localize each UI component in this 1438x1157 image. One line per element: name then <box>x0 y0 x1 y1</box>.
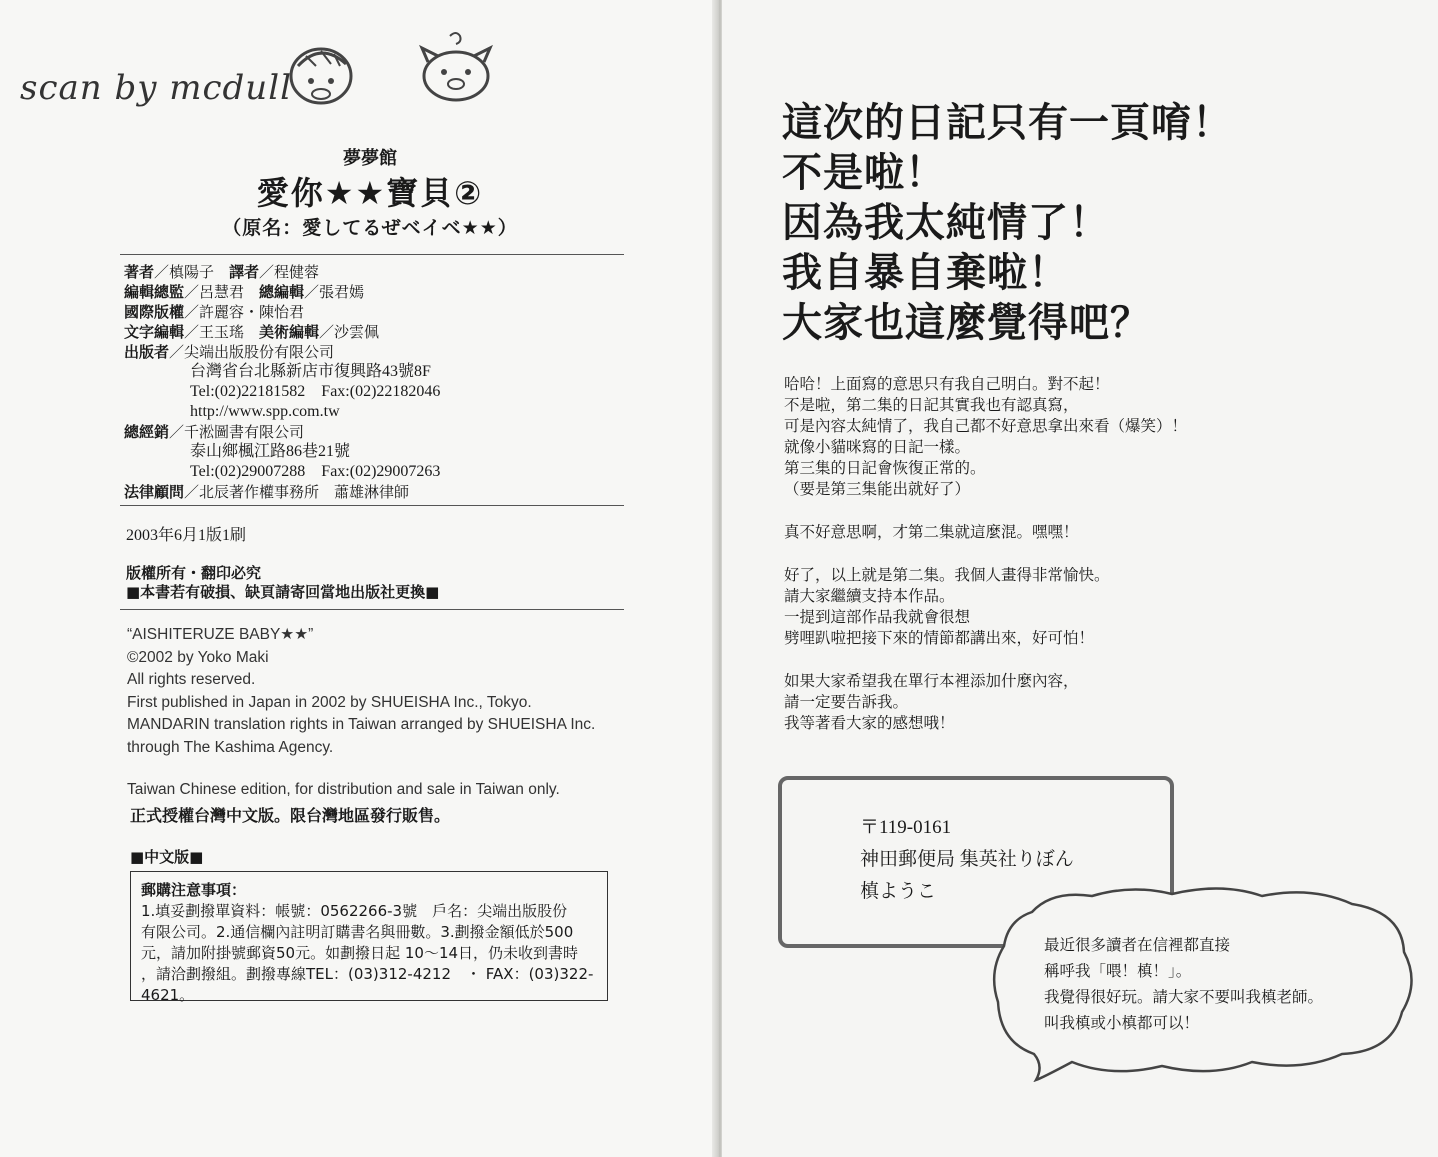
divider <box>120 609 624 610</box>
distributor-phone: Tel:(02)29007288 Fax:(02)29007263 <box>190 463 441 480</box>
rights-notice: 版權所有・翻印必究 <box>126 564 262 582</box>
distributor-address: 泰山鄉楓江路86巷21號 <box>190 443 351 460</box>
bubble-message: 最近很多讀者在信裡都直接 稱呼我「喂！槙！」。 我覺得很好玩。請大家不要叫我槙老師。 叫我槙或小槙都可以！ <box>1044 936 1324 1032</box>
divider <box>120 254 624 255</box>
credit-row: 出版者／尖端出版股份有限公司 <box>124 343 335 361</box>
publisher-address: 台灣省台北縣新店市復興路43號8F <box>190 363 431 380</box>
diary-body: 哈哈！上面寫的意思只有我自己明白。對不起！ 不是啦，第二集的日記其實我也有認真寫， 可是內容太純情了，我自己都不好意思拿出來看（爆笑）！ 就像小貓咪寫的日記一樣。 第三集的日記會恢復正常的。 （要是第三集能出就好了） 真不好意思啊，才第二集就這麼混。嘿嘿！ 好了，以上就是第二集。我個人畫得非常愉快。 請大家繼續支持本作品。 一提到這部作品我就會很想 劈哩趴啦把接下來的情節都講出來，好可怕！ 如果大家希望我在單行本裡添加什麼內容， 請一定要告訴我。 我等著看大家的感想哦！ <box>784 375 1188 732</box>
original-title: （原名：愛してるぜベイベ★★） <box>222 217 518 239</box>
print-date: 2003年6月1版1刷 <box>126 527 247 544</box>
distribution-note: Taiwan Chinese edition, for distribution and sale in Taiwan only. <box>127 781 560 798</box>
book-title: 愛你★★寶貝② <box>256 174 484 212</box>
doodle-face-icon <box>276 36 366 116</box>
mailing-address: 〒119-0161 神田郵便局 集英社りぼん 槙ようこ <box>860 817 1074 902</box>
credit-row: 編輯總監／呂慧君 總編輯／張君嫣 <box>124 283 365 301</box>
edition-label: ■中文版■ <box>130 848 204 866</box>
divider <box>120 505 624 506</box>
scan-credit: scan by mcdull <box>20 68 292 108</box>
mail-order-box: 郵購注意事項： 1.填妥劃撥單資料：帳號：0562266-3號 戶名：尖端出版股份 有限公司。2.通信欄內註明訂購書名與冊數。3.劃撥金額低於500 元，請加附掛號郵資50元。如劃撥日起 10～14日，仍未收到書時 ，請洽劃撥組。劃撥專線TEL：(03)312-4212 ・ FAX：(03)322- 4621。 <box>130 871 608 1001</box>
english-copyright: “AISHITERUZE BABY★★” ©2002 by Yoko Maki All rights reserved. First published in Japan in 2002 by SHUEISHA Inc., Tokyo. MANDARIN translation rights in Taiwan arranged by SHUEISHA Inc. through The Kashima Agency. Taiwan Chinese edition, for distribution and sale in Taiwan only. <box>127 624 647 802</box>
credit-row: 總經銷／千淞圖書有限公司 <box>124 423 305 441</box>
credits-block <box>124 262 624 502</box>
publisher-website: http://www.spp.com.tw <box>190 403 340 420</box>
diary-headline: 這次的日記只有一頁唷！ 不是啦！ 因為我太純情了！ 我自暴自棄啦！ 大家也這麼覺得吧？ <box>782 100 1233 346</box>
credit-row: 著者／槙陽子 譯者／程健蓉 <box>124 263 320 281</box>
damage-notice: ■本書若有破損、缺頁請寄回當地出版社更換■ <box>126 583 440 601</box>
doodle-pig-icon <box>414 28 498 108</box>
publisher-name: 夢夢館 <box>343 148 397 169</box>
credit-row: 國際版權／許麗容・陳怡君 <box>124 303 305 321</box>
left-page <box>0 0 718 1157</box>
authorization-notice: 正式授權台灣中文版。限台灣地區發行販售。 <box>130 806 451 825</box>
credit-row: 文字編輯／王玉瑤 美術編輯／沙雲佩 <box>124 323 380 341</box>
publisher-phone: Tel:(02)22181582 Fax:(02)22182046 <box>190 383 441 400</box>
credit-row: 法律顧問／北辰著作權事務所 蕭雄淋律師 <box>124 483 410 501</box>
